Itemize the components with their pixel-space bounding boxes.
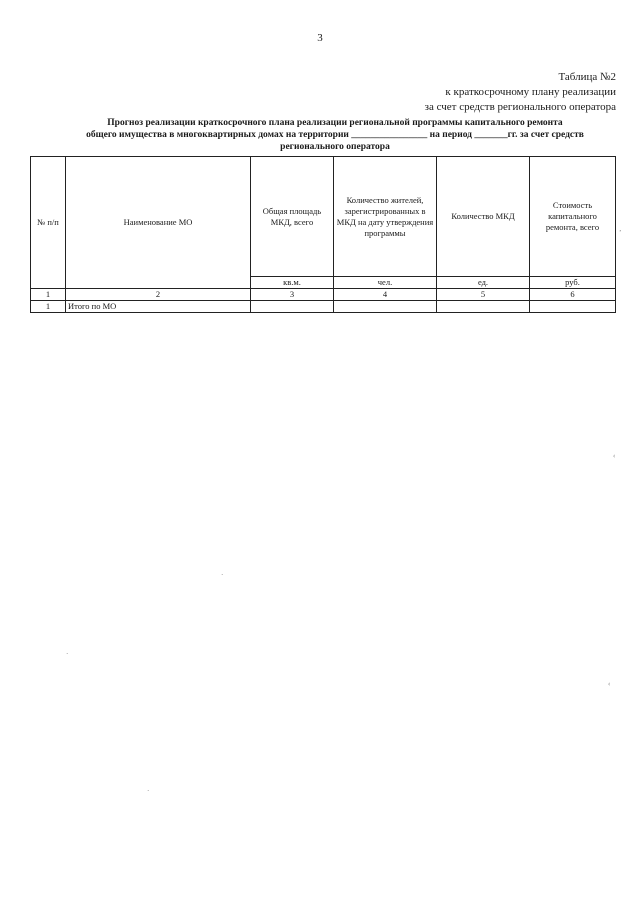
- appendix-funding: за счет средств регионального оператора: [424, 101, 616, 113]
- title-line-3: регионального оператора: [280, 142, 390, 152]
- col-header-buildings: Количество МКД: [437, 157, 530, 277]
- document-title: [40, 117, 630, 153]
- col-number-1: 1: [31, 289, 66, 301]
- total-row-number: 1: [31, 301, 66, 313]
- scan-speck: ‹: [613, 452, 616, 460]
- table-column-numbers-row: [31, 289, 616, 301]
- total-row-buildings: [437, 301, 530, 313]
- unit-area: кв.м.: [251, 277, 334, 289]
- unit-residents: чел.: [334, 277, 437, 289]
- col-number-5: 5: [437, 289, 530, 301]
- total-row-residents: [334, 301, 437, 313]
- col-number-3: 3: [251, 289, 334, 301]
- total-row-area: [251, 301, 334, 313]
- scan-speck: ·: [147, 787, 150, 795]
- total-row-name: Итого по МО: [66, 301, 251, 313]
- col-header-mo-name: Наименование МО: [66, 157, 251, 289]
- scan-speck: ·: [66, 650, 69, 658]
- appendix-table-label: Таблица №2: [558, 71, 616, 83]
- table-header-row: [31, 157, 616, 277]
- scan-speck: ‹: [608, 680, 611, 688]
- table-total-row: [31, 301, 616, 313]
- scan-speck: ‚: [619, 225, 622, 233]
- page-number: 3: [317, 32, 323, 44]
- col-number-4: 4: [334, 289, 437, 301]
- forecast-table: [30, 156, 616, 313]
- col-number-6: 6: [530, 289, 616, 301]
- col-header-cost: Стоимость капитального ремонта, всего: [530, 157, 616, 277]
- unit-buildings: ед.: [437, 277, 530, 289]
- col-header-residents: Количество жителей, зарегистрированных в МКД на дату утверждения программы: [334, 157, 437, 277]
- title-line-1: Прогноз реализации краткосрочного плана реализации региональной программы капитального ремонта: [107, 118, 563, 128]
- scan-speck: ·: [221, 571, 224, 579]
- col-header-area: Общая площадь МКД, всего: [251, 157, 334, 277]
- unit-cost: руб.: [530, 277, 616, 289]
- total-row-cost: [530, 301, 616, 313]
- title-line-2: общего имущества в многоквартирных домах на территории ________________ на период _______гг. за счет средств: [86, 130, 584, 140]
- col-number-2: 2: [66, 289, 251, 301]
- appendix-reference: к краткосрочному плану реализации: [445, 86, 616, 98]
- col-header-number: № п/п: [31, 157, 66, 289]
